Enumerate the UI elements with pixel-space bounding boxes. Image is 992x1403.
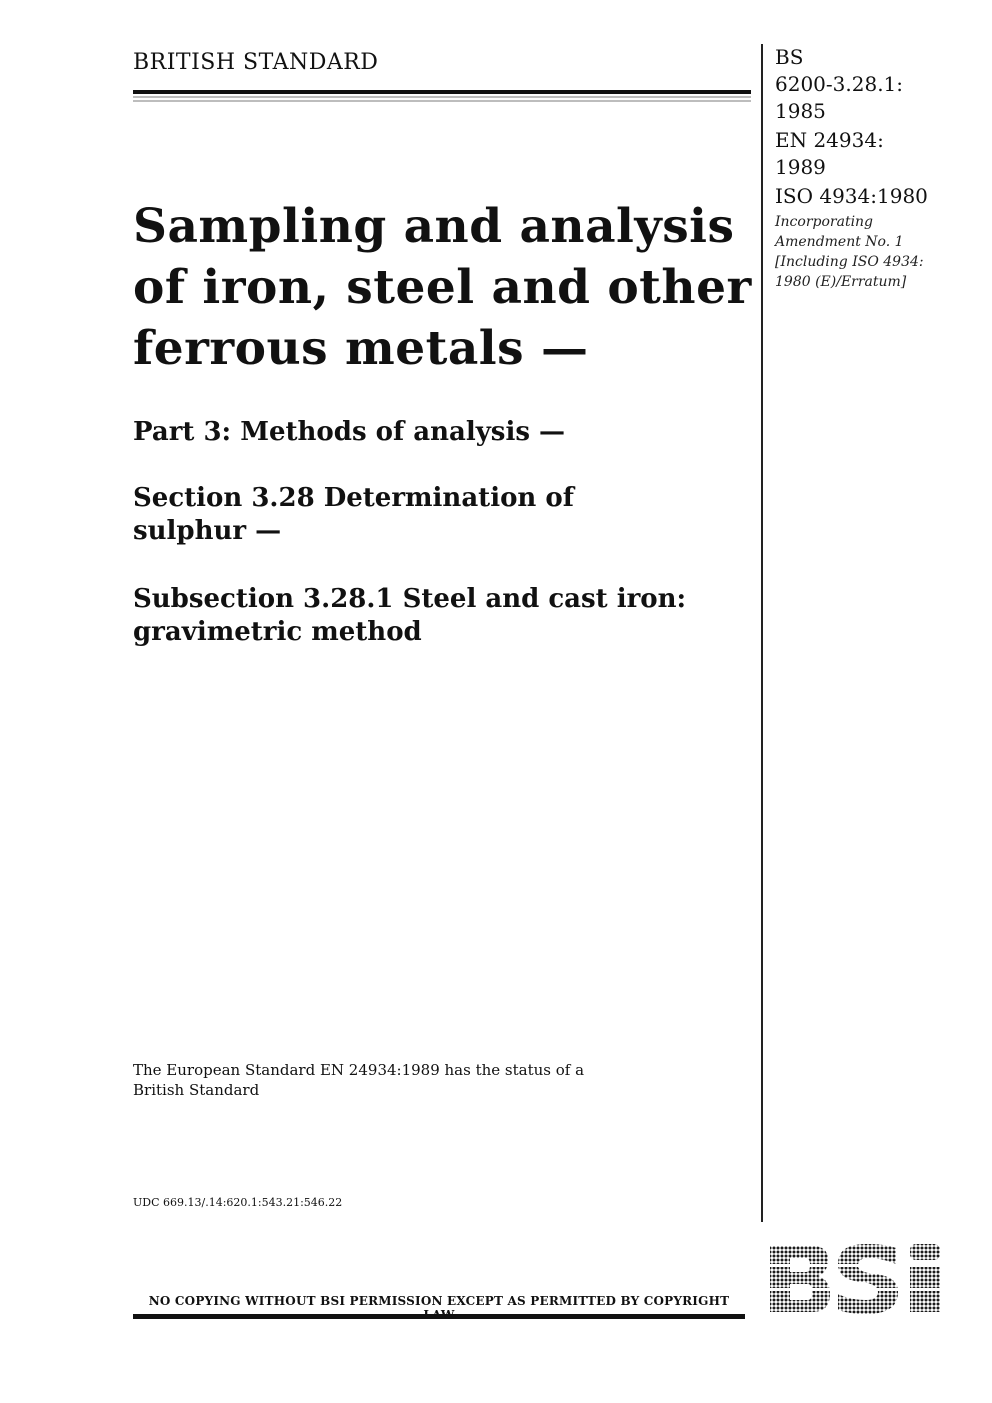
bs-number-year: 1985 (775, 99, 826, 123)
subsection-heading-line: Subsection 3.28.1 Steel and cast iron: (133, 584, 687, 614)
bs-number-line: 6200-3.28.1: (775, 72, 904, 96)
sidebar-divider (761, 44, 763, 1222)
iso-number: ISO 4934:1980 (775, 184, 928, 208)
header-rule-thick (133, 90, 751, 94)
amendment-note-line: [Including ISO 4934: (775, 254, 924, 270)
header-rule-gray-2 (133, 100, 751, 102)
amendment-note-line: 1980 (E)/Erratum] (775, 274, 907, 290)
standard-numbers (775, 44, 975, 292)
en-number-year: 1989 (775, 155, 826, 179)
footer-rule (133, 1314, 745, 1319)
part-heading: Part 3: Methods of analysis — (133, 417, 566, 447)
status-note (133, 1060, 653, 1100)
amendment-note-line: Incorporating (775, 214, 874, 230)
title-line: of iron, steel and other (133, 260, 752, 315)
subsection-heading-line: gravimetric method (133, 617, 422, 647)
copyright-notice: NO COPYING WITHOUT BSI PERMISSION EXCEPT AS PERMITTED BY COPYRIGHT (148, 1294, 730, 1308)
section-heading-line: sulphur — (133, 516, 282, 546)
amendment-note-line: Amendment No. 1 (775, 234, 904, 250)
udc-code: UDC 669.13/.14:620.1:543.21:546.22 (133, 1196, 343, 1209)
title-line: ferrous metals — (133, 321, 589, 376)
subsection-heading (133, 583, 733, 649)
status-note-line: The European Standard EN 24934:1989 has the status of a (133, 1061, 585, 1079)
bs-number-line: BS (775, 45, 804, 69)
document-title (133, 196, 753, 379)
section-heading-line: Section 3.28 Determination of (133, 483, 574, 513)
section-heading (133, 482, 733, 548)
document-type-label: BRITISH STANDARD (133, 50, 379, 75)
header-rule-gray (133, 96, 751, 98)
bsi-logo-icon (768, 1242, 946, 1316)
title-line: Sampling and analysis (133, 199, 735, 254)
en-number-line: EN 24934: (775, 128, 884, 152)
status-note-line: British Standard (133, 1081, 260, 1099)
